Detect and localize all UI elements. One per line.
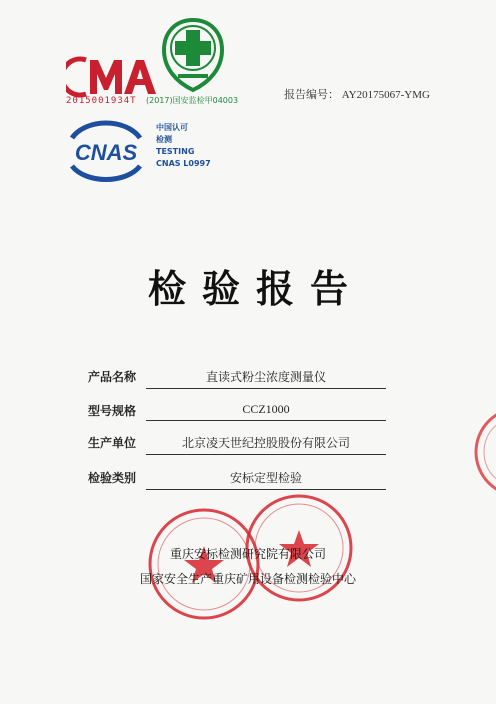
field-product-name	[88, 368, 388, 390]
cma-number: 2015001934T	[66, 96, 137, 106]
field-label: 产品名称	[88, 370, 137, 384]
safety-license: (2017)国安监检甲04003	[146, 96, 239, 105]
cnas-line: 检测	[156, 135, 172, 144]
field-manufacturer	[88, 434, 388, 456]
field-inspection-type	[88, 469, 388, 491]
field-label: 型号规格	[88, 404, 137, 418]
cma-logo	[66, 52, 158, 100]
org-name-primary: 重庆安标检测研究院有限公司	[169, 547, 326, 561]
safety-cross-logo	[158, 16, 228, 94]
cnas-line: 中国认可	[156, 123, 188, 132]
field-value: 直读式粉尘浓度测量仪	[146, 368, 386, 389]
cnas-logo	[64, 116, 148, 186]
seal-stamp-edge	[470, 402, 496, 502]
field-label: 检验类别	[88, 471, 137, 485]
page-title: 检验报告	[147, 266, 364, 311]
field-value: 北京凌天世纪控股股份有限公司	[146, 434, 386, 455]
field-value: CCZ1000	[146, 402, 386, 421]
report-number: 报告编号： AY20175067-YMG	[284, 89, 430, 101]
field-model	[88, 402, 388, 424]
cnas-line: CNAS L0997	[156, 159, 211, 168]
cnas-wordmark: CNAS	[74, 140, 138, 165]
org-name-secondary: 国家安全生产重庆矿用设备检测检验中心	[139, 572, 356, 586]
cnas-line: TESTING	[156, 147, 195, 156]
cnas-info	[156, 122, 211, 170]
field-label: 生产单位	[88, 436, 137, 450]
field-value: 安标定型检验	[146, 469, 386, 490]
